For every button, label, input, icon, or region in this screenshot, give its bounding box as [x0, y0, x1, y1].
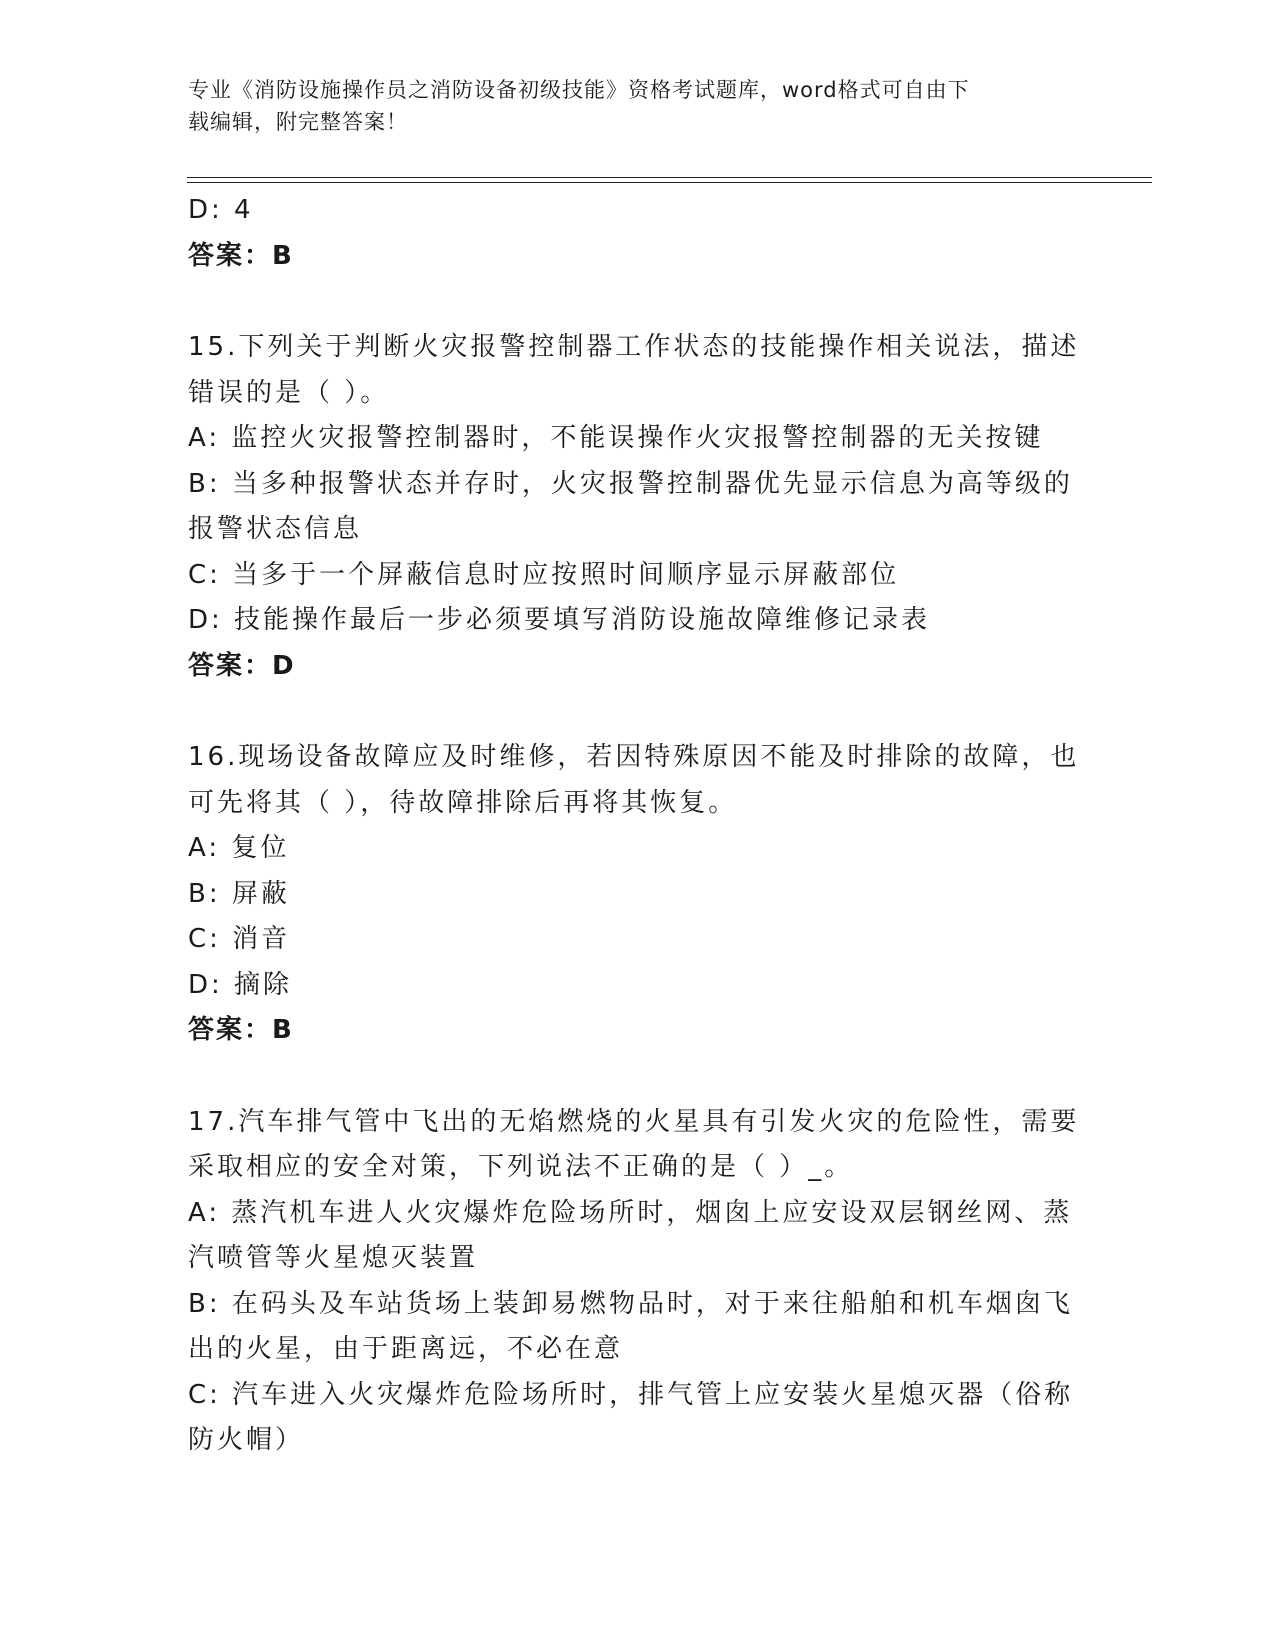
option-a: A: 复位 — [188, 833, 290, 863]
answer: 答案：B — [188, 1015, 294, 1045]
question-stem: 采取相应的安全对策，下列说法不正确的是（ ）_。 — [188, 1152, 854, 1182]
question-stem: 16.现场设备故障应及时维修，若因特殊原因不能及时排除的故障，也 — [188, 742, 1080, 772]
option-c: C: 汽车进入火灾爆炸危险场所时，排气管上应安装火星熄灭器（俗称 — [188, 1379, 1074, 1410]
spacer — [188, 689, 1078, 735]
header-divider — [187, 177, 1152, 178]
question-stem: 错误的是（ ）。 — [188, 377, 390, 408]
option-c: C: 消音 — [188, 924, 291, 954]
option-d: D: 技能操作最后一步必须要填写消防设施故障维修记录表 — [188, 605, 931, 635]
answer: 答案：B — [188, 240, 294, 271]
option-b: B: 在码头及车站货场上装卸易燃物品时，对于来往船舶和机车烟囱飞 — [188, 1288, 1073, 1319]
option-b: 出的火星，由于距离远，不必在意 — [188, 1334, 624, 1364]
answer: 答案：D — [188, 650, 296, 681]
question-15 — [188, 325, 1078, 689]
question-stem: 15.下列关于判断火灾报警控制器工作状态的技能操作相关说法，描述 — [188, 332, 1080, 362]
header-divider — [187, 182, 1152, 183]
question-17 — [188, 1100, 1078, 1464]
option-a: A: 监控火灾报警控制器时，不能误操作火灾报警控制器的无关按键 — [188, 423, 1044, 453]
option-b: B: 屏蔽 — [188, 878, 290, 909]
question-14-tail — [188, 188, 1078, 279]
option-d: D: 4 — [188, 195, 254, 225]
spacer — [188, 279, 1078, 325]
option-b: B: 当多种报警状态并存时，火灾报警控制器优先显示信息为高等级的 — [188, 468, 1073, 499]
header-line: 专业《消防设施操作员之消防设备初级技能》资格考试题库，word格式可自由下 — [188, 78, 970, 102]
question-16 — [188, 735, 1078, 1054]
option-c: 防火帽） — [188, 1425, 305, 1455]
header-line: 载编辑，附完整答案！ — [188, 110, 408, 134]
option-a: A: 蒸汽机车进人火灾爆炸危险场所时，烟囱上应安设双层钢丝网、蒸 — [188, 1197, 1073, 1228]
option-a: 汽喷管等火星熄灭装置 — [188, 1243, 479, 1273]
option-d: D: 摘除 — [188, 969, 293, 1000]
question-stem: 17.汽车排气管中飞出的无焰燃烧的火星具有引发火灾的危险性，需要 — [188, 1106, 1080, 1137]
option-b: 报警状态信息 — [188, 514, 363, 544]
question-stem: 可先将其（ ），待故障排除后再将其恢复。 — [188, 787, 738, 818]
page-header — [188, 74, 1068, 138]
document-body — [188, 188, 1078, 1464]
option-c: C: 当多于一个屏蔽信息时应按照时间顺序显示屏蔽部位 — [188, 559, 900, 590]
spacer — [188, 1054, 1078, 1100]
